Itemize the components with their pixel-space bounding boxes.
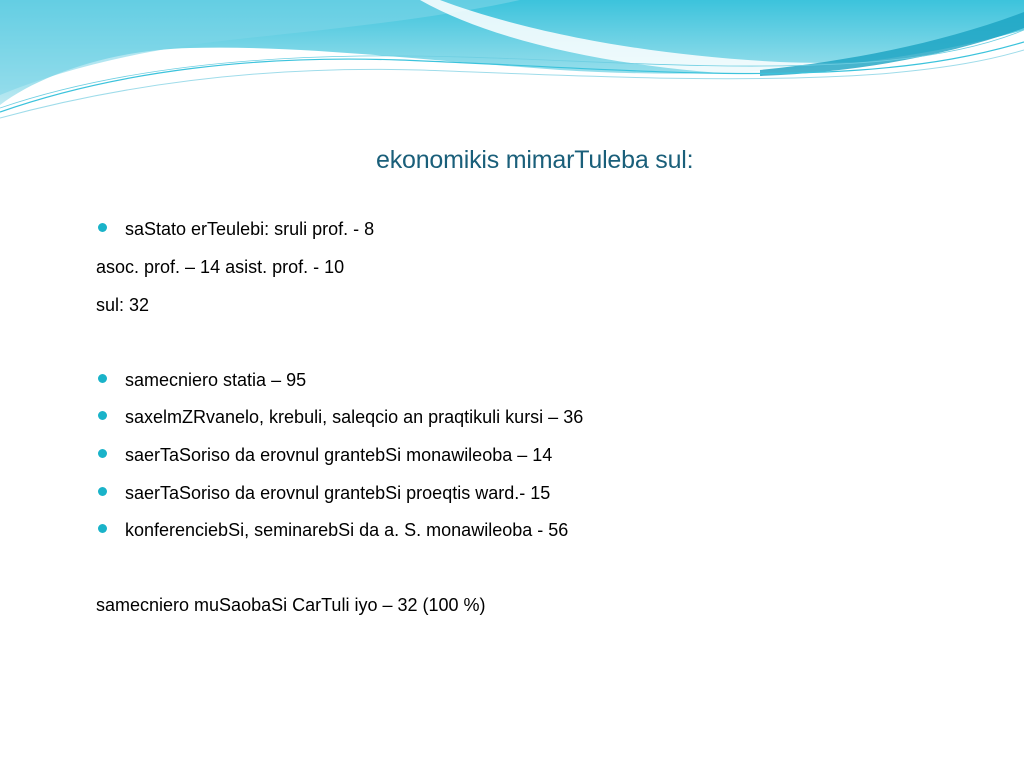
bullet-icon — [98, 524, 107, 533]
list-item-conferences — [96, 520, 568, 541]
text-line-total: sul: 32 — [96, 295, 150, 315]
list-item-text: saxelmZRvanelo, krebuli, saleqcio an praqtikuli kursi – 36 — [125, 407, 584, 427]
bullet-icon — [98, 223, 107, 232]
list-item-staff — [96, 219, 374, 240]
text-line-georgian-works: samecniero muSaobaSi CarTuli iyo – 32 (100 %) — [96, 595, 486, 615]
list-item-text: saerTaSoriso da erovnul grantebSi monawileoba – 14 — [125, 445, 553, 465]
list-item-text: saerTaSoriso da erovnul grantebSi proeqtis ward.- 15 — [125, 483, 551, 503]
list-item-grants-participation — [96, 445, 552, 466]
text-line-assoc: asoc. prof. – 14 asist. prof. - 10 — [96, 257, 345, 277]
slide-title: ekonomikis mimarTuleba sul: — [376, 146, 694, 174]
list-item-articles — [96, 370, 306, 391]
bullet-icon — [98, 449, 107, 458]
list-item-text: konferenciebSi, seminarebSi da a. S. monawileoba - 56 — [125, 520, 569, 540]
bullet-icon — [98, 487, 107, 496]
list-item-grants-leadership — [96, 483, 550, 504]
list-item-textbooks — [96, 407, 583, 428]
bullet-icon — [98, 374, 107, 383]
bullet-icon — [98, 411, 107, 420]
list-item-text: saStato erTeulebi: sruli prof. - 8 — [125, 219, 375, 239]
list-item-text: samecniero statia – 95 — [125, 370, 307, 390]
decorative-wave-header — [0, 0, 1024, 130]
